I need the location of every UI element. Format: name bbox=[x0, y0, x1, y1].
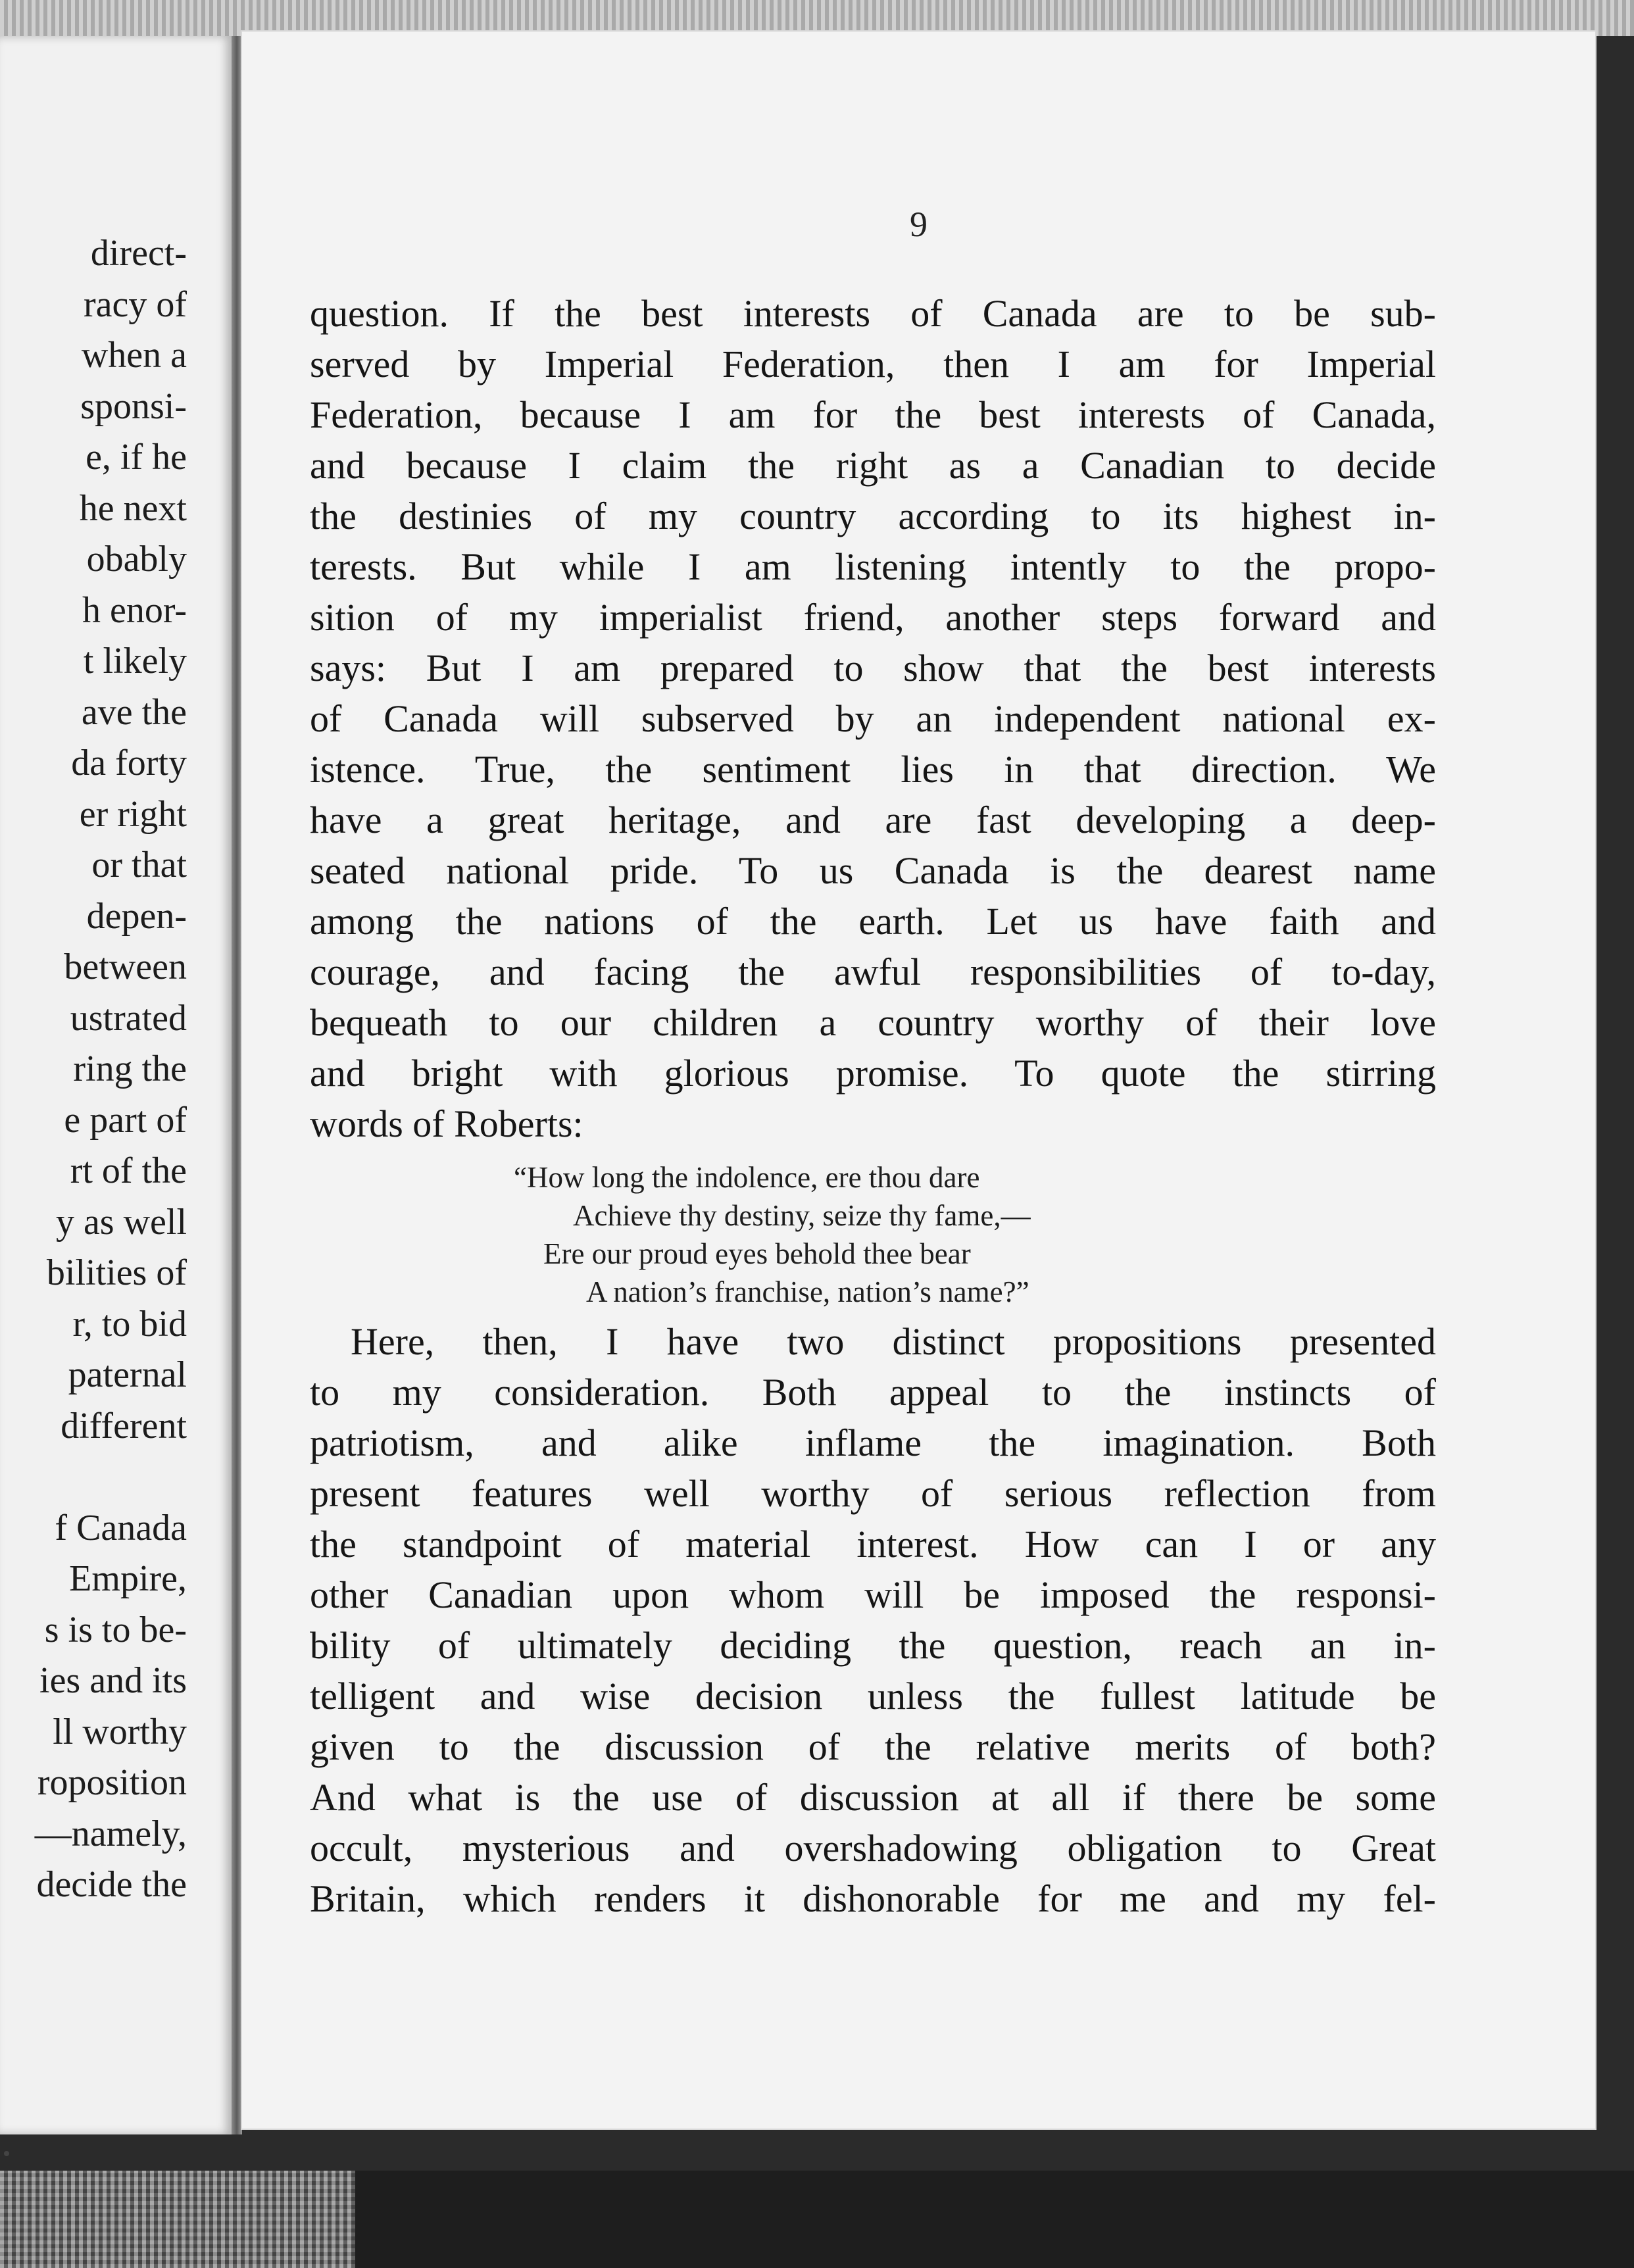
text-line: Here, then, I have two distinct propositions presented bbox=[351, 1320, 1436, 1363]
left-page-fragment: y as well bbox=[55, 1201, 187, 1243]
body-text bbox=[310, 288, 1436, 1924]
text-line: of Canada will subserved by an independent national ex- bbox=[310, 697, 1436, 740]
left-page-fragment: er right bbox=[79, 793, 187, 835]
text-line: istence. True, the sentiment lies in that direction. We bbox=[310, 748, 1436, 791]
scanner-pattern bbox=[0, 2171, 355, 2268]
text-line: bequeath to our children a country worthy of their love bbox=[310, 1001, 1436, 1044]
left-page-fragment: —namely, bbox=[34, 1813, 187, 1854]
scanner-background-top bbox=[0, 0, 1634, 36]
text-line: terests. But while I am listening intently to the propo- bbox=[310, 545, 1436, 588]
verse-line: A nation’s franchise, nation’s name?” bbox=[586, 1275, 1029, 1308]
left-page-fragment: sponsi- bbox=[80, 385, 187, 427]
text-line: And what is the use of discussion at all if there be some bbox=[310, 1776, 1436, 1819]
left-page-fragment: da forty bbox=[71, 743, 187, 783]
left-page-fragment: different bbox=[61, 1405, 187, 1446]
text-line: question. If the best interests of Canada are to be sub- bbox=[310, 292, 1436, 335]
left-page-fragment: decide the bbox=[36, 1864, 187, 1905]
left-page-fragment: racy of bbox=[83, 284, 187, 325]
left-page-fragment: e part of bbox=[64, 1099, 187, 1141]
left-page-edge bbox=[0, 36, 232, 2134]
paragraph-1 bbox=[310, 288, 1436, 1149]
verse-line: “How long the indolence, ere thou dare bbox=[514, 1161, 980, 1194]
text-line: words of Roberts: bbox=[310, 1102, 583, 1145]
left-page-fragment: or that bbox=[91, 845, 187, 885]
text-line: courage, and facing the awful responsibilities of to-day, bbox=[310, 950, 1436, 993]
verse-line: Achieve thy destiny, seize thy fame,— bbox=[573, 1199, 1031, 1232]
verse-quote bbox=[310, 1158, 1436, 1311]
document-page bbox=[242, 32, 1595, 2129]
text-line: Federation, because I am for the best interests of Canada, bbox=[310, 393, 1436, 436]
left-page-fragment: depen- bbox=[86, 895, 187, 937]
text-line: have a great heritage, and are fast developing a deep- bbox=[310, 799, 1436, 841]
left-page-fragment: bilities of bbox=[46, 1252, 187, 1293]
left-page-fragment: between bbox=[64, 947, 187, 987]
left-page-fragment: ave the bbox=[81, 691, 187, 733]
text-line: telligent and wise decision unless the fullest latitude be bbox=[310, 1675, 1436, 1717]
text-line: occult, mysterious and overshadowing obligation to Great bbox=[310, 1827, 1436, 1869]
left-page-fragment: he next bbox=[79, 487, 187, 529]
text-line: the destinies of my country according to its highest in- bbox=[310, 495, 1436, 537]
left-page-fragment: s is to be- bbox=[44, 1609, 187, 1650]
left-page-fragment: obably bbox=[86, 539, 187, 579]
verse-line: Ere our proud eyes behold thee bear bbox=[543, 1237, 971, 1270]
left-page-fragment: t likely bbox=[83, 641, 187, 681]
left-page-fragment: Empire, bbox=[69, 1558, 187, 1599]
text-line: patriotism, and alike inflame the imagination. Both bbox=[310, 1421, 1436, 1464]
left-page-fragment bbox=[35, 1452, 187, 1503]
text-line: bility of ultimately deciding the question, reach an in- bbox=[310, 1624, 1436, 1667]
left-page-fragment: rt of the bbox=[70, 1150, 187, 1191]
page-number: 9 bbox=[910, 205, 928, 244]
left-page-fragment: direct- bbox=[90, 233, 187, 274]
text-line: the standpoint of material interest. How can I or any bbox=[310, 1523, 1436, 1565]
left-page-fragment: when a bbox=[81, 335, 187, 376]
text-line: sition of my imperialist friend, another steps forward and bbox=[310, 596, 1436, 639]
text-line: served by Imperial Federation, then I am for Imperial bbox=[310, 343, 1436, 385]
text-line: and because I claim the right as a Canadian to decide bbox=[310, 444, 1436, 487]
text-line: says: But I am prepared to show that the best interests bbox=[310, 647, 1436, 689]
text-line: seated national pride. To us Canada is the dearest name bbox=[310, 849, 1436, 892]
left-page-fragment: ustrated bbox=[70, 997, 187, 1039]
text-line: Britain, which renders it dishonorable for me and my fel- bbox=[310, 1877, 1436, 1920]
text-line: present features well worthy of serious reflection from bbox=[310, 1472, 1436, 1515]
left-page-fragment: roposition bbox=[37, 1762, 187, 1803]
left-page-fragment: ies and its bbox=[39, 1660, 187, 1701]
left-page-fragment: f Canada bbox=[55, 1507, 187, 1548]
text-line: given to the discussion of the relative merits of both? bbox=[310, 1725, 1436, 1768]
text-line: and bright with glorious promise. To quote the stirring bbox=[310, 1052, 1436, 1095]
left-page-fragment: h enor- bbox=[82, 589, 187, 631]
page-mark bbox=[4, 2151, 9, 2156]
paragraph-2 bbox=[310, 1316, 1436, 1924]
text-line: other Canadian upon whom will be imposed the responsi- bbox=[310, 1573, 1436, 1616]
left-page-fragment: paternal bbox=[68, 1354, 187, 1395]
left-page-text bbox=[35, 228, 187, 1911]
left-page-fragment: ll worthy bbox=[53, 1711, 187, 1752]
left-page-fragment: r, to bid bbox=[72, 1303, 187, 1344]
text-line: among the nations of the earth. Let us have faith and bbox=[310, 900, 1436, 943]
book-spine bbox=[232, 36, 242, 2134]
left-page-fragment: ring the bbox=[73, 1048, 187, 1089]
text-line: to my consideration. Both appeal to the instincts of bbox=[310, 1371, 1436, 1414]
left-page-fragment: e, if he bbox=[86, 437, 187, 478]
